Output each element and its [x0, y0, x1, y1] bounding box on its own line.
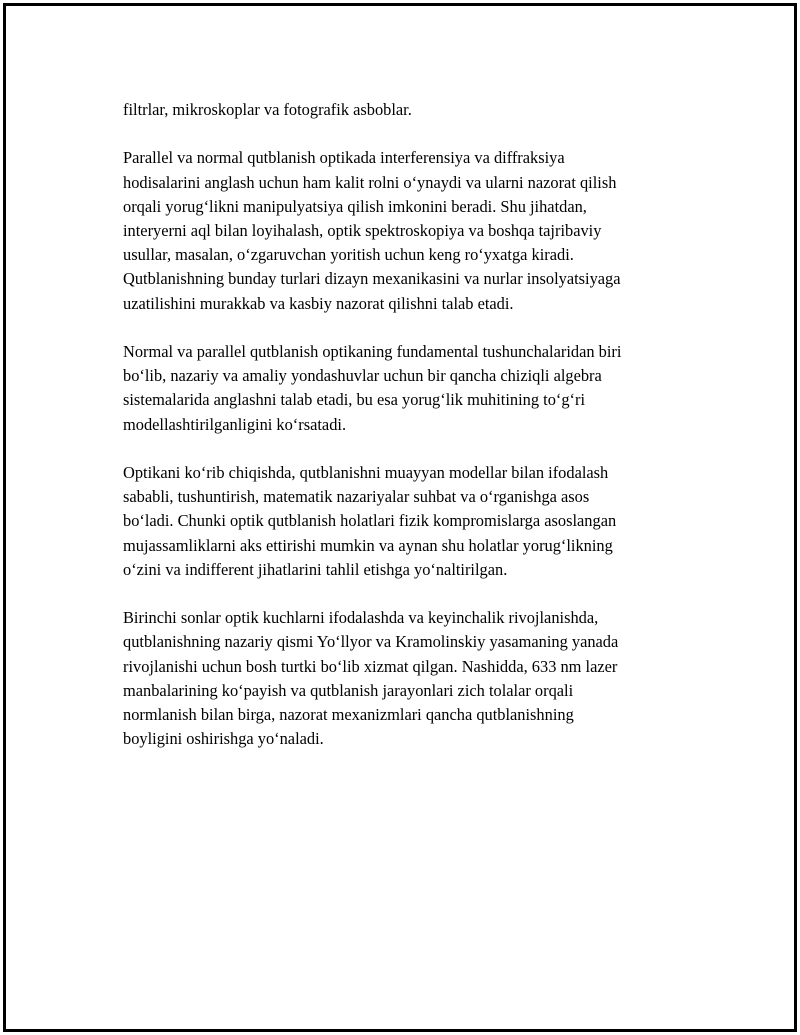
- text-line: uzatilishini murakkab va kasbiy nazorat qilishni talab etadi.: [123, 293, 514, 313]
- text-line: Normal va parallel qutblanish optikaning fundamental tushunchalaridan biri: [123, 342, 622, 361]
- paragraph-1: [123, 98, 713, 122]
- text-line: filtrlar, mikroskoplar va fotografik asboblar.: [123, 100, 412, 119]
- paragraph-4: [123, 461, 713, 582]
- document-body: [123, 98, 713, 776]
- text-line: interyerni aql bilan loyihalash, optik spektroskopiya va boshqa tajribaviy: [123, 221, 602, 240]
- paragraph-5: [123, 606, 713, 751]
- text-line: modellashtirilganligini ko‘rsatadi.: [123, 414, 347, 434]
- text-line: normlanish bilan birga, nazorat mexanizmlari qancha qutblanishning: [123, 705, 574, 725]
- paragraph-3: [123, 340, 713, 437]
- text-line: o‘zini va indifferent jihatlarini tahlil etishga yo‘naltirilgan.: [123, 559, 508, 579]
- text-line: sababli, tushuntirish, matematik nazariyalar suhbat va o‘rganishga asos: [123, 487, 590, 507]
- text-line: Qutblanishning bunday turlari dizayn mexanikasini va nurlar insolyatsiyaga: [123, 269, 621, 289]
- page-frame: [3, 3, 797, 1032]
- text-line: bo‘ladi. Chunki optik qutblanish holatlari fizik kompromislarga asoslangan: [123, 511, 617, 531]
- text-line: Parallel va normal qutblanish optikada interferensiya va diffraksiya: [123, 148, 565, 168]
- text-line: sistemalarida anglashni talab etadi, bu esa yorug‘lik muhitining to‘g‘ri: [123, 390, 586, 410]
- text-line: usullar, masalan, o‘zgaruvchan yoritish uchun keng ro‘yxatga kiradi.: [123, 245, 574, 265]
- text-line: hodisalarini anglash uchun ham kalit rolni o‘ynaydi va ularni nazorat qilish: [123, 172, 617, 192]
- text-line: qutblanishning nazariy qismi Yo‘llyor va Kramolinskiy yasamaning yanada: [123, 632, 619, 652]
- text-line: Birinchi sonlar optik kuchlarni ifodalashda va keyinchalik rivojlanishda,: [123, 608, 599, 628]
- text-line: rivojlanishi uchun bosh turtki bo‘lib xizmat qilgan. Nashidda, 633 nm lazer: [123, 656, 618, 676]
- text-line: bo‘lib, nazariy va amaliy yondashuvlar uchun bir qancha chiziqli algebra: [123, 366, 602, 386]
- paragraph-2: [123, 146, 713, 315]
- text-line: orqali yorug‘likni manipulyatsiya qilish imkonini beradi. Shu jihatdan,: [123, 196, 587, 216]
- text-line: boyligini oshirishga yo‘naladi.: [123, 729, 324, 749]
- text-line: mujassamliklarni aks ettirishi mumkin va aynan shu holatlar yorug‘likning: [123, 535, 613, 555]
- text-line: Optikani ko‘rib chiqishda, qutblanishni muayyan modellar bilan ifodalash: [123, 463, 609, 482]
- text-line: manbalarining ko‘payish va qutblanish jarayonlari zich tolalar orqali: [123, 680, 574, 700]
